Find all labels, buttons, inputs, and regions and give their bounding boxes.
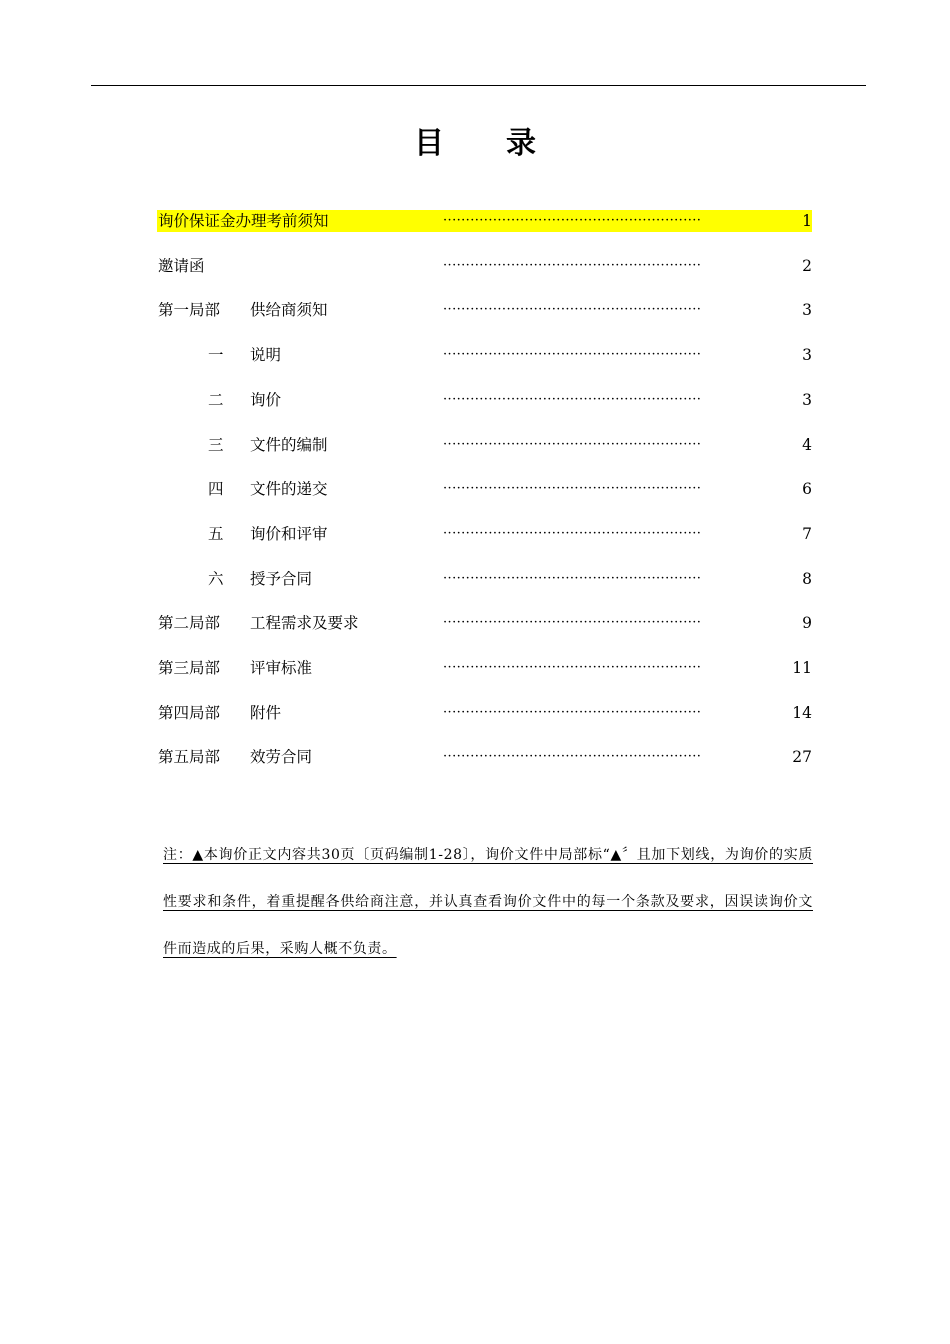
- toc-entry[interactable]: [157, 478, 812, 500]
- toc-entry-title: 效劳合同: [250, 748, 313, 766]
- toc-leader-dots: ·························································: [443, 481, 702, 496]
- toc-entry-title: 工程需求及要求: [250, 614, 359, 632]
- toc-leader-dots: ·························································: [443, 571, 702, 586]
- toc-page-number: 3: [802, 301, 812, 319]
- toc-entry-title: 文件的编制: [250, 436, 328, 454]
- toc-entry-title: 文件的递交: [250, 480, 328, 498]
- toc-page-number: 3: [802, 391, 812, 409]
- toc-entry-label: 第三局部: [158, 659, 221, 677]
- toc-entry[interactable]: [157, 255, 812, 277]
- toc-entry[interactable]: [157, 657, 812, 679]
- toc-entry-label: 一: [208, 346, 224, 364]
- toc-entry-title: 评审标准: [250, 659, 313, 677]
- toc-entry[interactable]: [157, 434, 812, 456]
- toc-entry[interactable]: [157, 746, 812, 768]
- toc-page-number: 7: [802, 525, 812, 543]
- toc-entry-title: 询价和评审: [250, 525, 328, 543]
- toc-page-number: 11: [792, 659, 812, 677]
- toc-page-number: 8: [802, 570, 812, 588]
- toc-page-number: 3: [802, 346, 812, 364]
- toc-leader-dots: ·························································: [443, 660, 702, 675]
- toc-entry-label: 三: [208, 436, 224, 454]
- toc-page-number: 14: [792, 704, 812, 722]
- toc-leader-dots: ·························································: [443, 302, 702, 317]
- toc-entry-label: 邀请函: [158, 257, 205, 275]
- toc-entry-label: 询价保证金办理考前须知: [158, 212, 329, 230]
- toc-entry-label: 第一局部: [158, 301, 221, 319]
- toc-entry-title: 询价: [250, 391, 282, 409]
- toc-entry-label: 第二局部: [158, 614, 221, 632]
- toc-entry-title: 授予合同: [250, 570, 313, 588]
- title-char-2: 录: [506, 126, 536, 161]
- toc-entry[interactable]: [157, 299, 812, 321]
- toc-leader-dots: ·························································: [443, 392, 702, 407]
- toc-page-number: 2: [802, 257, 812, 275]
- toc-page-number: 1: [802, 212, 812, 230]
- title-char-1: 目: [414, 126, 444, 161]
- toc-entry[interactable]: [157, 523, 812, 545]
- toc-page-number: 6: [802, 480, 812, 498]
- toc-entry-label: 五: [208, 525, 224, 543]
- toc-entry-label: 六: [208, 570, 224, 588]
- toc-page-number: 4: [802, 436, 812, 454]
- toc-entry[interactable]: [157, 210, 812, 232]
- toc-leader-dots: ·························································: [443, 347, 702, 362]
- toc-leader-dots: ·························································: [443, 749, 702, 764]
- toc-entry[interactable]: [157, 568, 812, 590]
- toc-leader-dots: ·························································: [443, 258, 702, 273]
- toc-entry-label: 第五局部: [158, 748, 221, 766]
- toc-leader-dots: ·························································: [443, 615, 702, 630]
- toc-leader-dots: ·························································: [443, 437, 702, 452]
- toc-entry-title: 附件: [250, 704, 282, 722]
- toc-page-number: 9: [802, 614, 812, 632]
- toc-leader-dots: ·························································: [443, 526, 702, 541]
- toc-leader-dots: ·························································: [443, 213, 702, 228]
- toc-entry[interactable]: [157, 344, 812, 366]
- toc-leader-dots: ·························································: [443, 705, 702, 720]
- toc-entry-title: 供给商须知: [250, 301, 328, 319]
- notice-text: 注：▲本询价正文内容共30页〔页码编制1-28〕，询价文件中局部标“▲〞且加下划线，为询价的实质性要求和条件，着重提醒各供给商注意，并认真查看询价文件中的每一个条款及要求，因误读询价文件而造成的后果，采购人概不负责。: [163, 847, 813, 957]
- toc-entry-label: 二: [208, 391, 224, 409]
- toc-entry-label: 四: [208, 480, 224, 498]
- toc-entry-title: 说明: [250, 346, 282, 364]
- toc-entry[interactable]: [157, 612, 812, 634]
- toc-entry-label: 第四局部: [158, 704, 221, 722]
- toc-entry[interactable]: [157, 389, 812, 411]
- toc-entry[interactable]: [157, 702, 812, 724]
- toc-page-number: 27: [792, 748, 812, 766]
